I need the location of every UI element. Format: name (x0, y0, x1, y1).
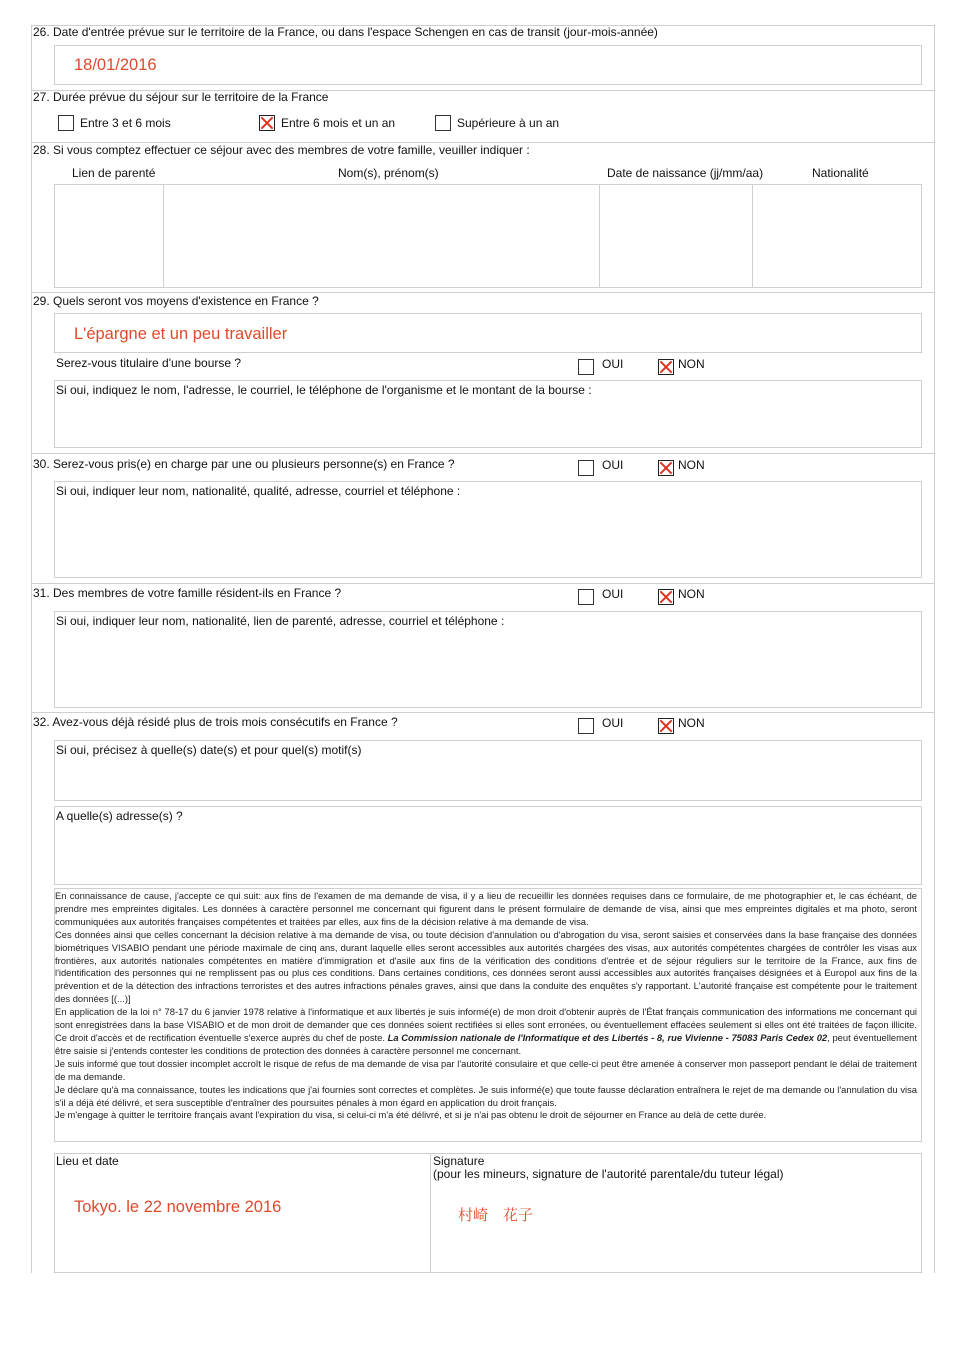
bourse-non-checkbox[interactable] (658, 359, 674, 375)
place-date-value: Tokyo. le 22 novembre 2016 (74, 1198, 282, 1216)
q32-dates-field[interactable] (54, 740, 922, 801)
separator (31, 453, 934, 454)
q31-oui-label: OUI (602, 587, 624, 601)
place-date-label: Lieu et date (56, 1154, 119, 1168)
bourse-oui-checkbox[interactable] (578, 359, 594, 375)
legal-p1: En connaissance de cause, j'accepte ce qui suit: aux fins de l'examen de ma demande de visa, il y a lieu de recueillir les données requises dans ce formulaire, de me photographier et, le cas échéant, de prendre mes empreintes digitales. Les données à caractère personnel me concernant qui figurent dans le présent formulaire de demande de visa, ainsi que mes empreintes digitales et ma photo, seront communiquées aux autorités françaises compétentes et traitées par elles, aux fins de la décision relative à ma demande de visa. (55, 890, 917, 927)
legal-p3 (55, 1006, 917, 1058)
q30-oui-label: OUI (602, 458, 624, 472)
q30-detail-field[interactable] (54, 481, 922, 578)
duration-3-6-label: Entre 3 et 6 mois (80, 116, 171, 130)
signature-value: 村崎 花子 (458, 1207, 534, 1224)
q31-label: 31. Des membres de votre famille résident-ils en France ? (33, 586, 342, 600)
col-nationalite: Nationalité (812, 166, 869, 180)
duration-over-1-year-checkbox[interactable] (435, 115, 451, 131)
duration-3-6-checkbox[interactable] (58, 115, 74, 131)
q32-oui-label: OUI (602, 716, 624, 730)
q31-detail-label: Si oui, indiquer leur nom, nationalité, lien de parenté, adresse, courriel et téléphone : (56, 614, 505, 628)
q30-detail-label: Si oui, indiquer leur nom, nationalité, qualité, adresse, courriel et téléphone : (56, 484, 461, 498)
duration-6-12-checkbox[interactable] (259, 115, 275, 131)
legal-p4: Je suis informé que tout dossier incomplet accroît le risque de refus de ma demande de visa par l'autorité consulaire et que celle-ci peut être amenée à conserver mon passeport pendant le délai de traitement de ma demande. (55, 1057, 917, 1082)
family-birthdate-cell[interactable] (599, 184, 753, 288)
legal-p3-end: , peut éventuellement être saisie si j'entends contester les conditions de protection des données à caractère personnel me concernant. (55, 1031, 917, 1056)
col-date-naissance: Date de naissance (jj/mm/aa) (607, 166, 764, 180)
bourse-question: Serez-vous titulaire d'une bourse ? (56, 356, 242, 370)
family-nationality-cell[interactable] (752, 184, 922, 288)
duration-6-12-label: Entre 6 mois et un an (281, 116, 396, 130)
legal-p2: Ces données ainsi que celles concernant la décision relative à ma demande de visa, ou toute décision d'annulation ou d'abrogation du visa, seront saisies et conservées dans la base française des données biométriques VISABIO pendant une période maximale de cinq ans, durant laquelle elles seront accessibles aux autorités chargées des visas, aux autorités compétentes chargées de contrôler les visas aux frontières, aux autorités nationales compétentes en matière d'immigration et d'asile aux fins de la vérification des conditions d'entrée et de séjour réguliers sur le territoire de la France, aux fins de l'identification des personnes qui ne remplissent pas ou plus ces conditions. Dans certaines conditions, ces données seront aussi accessibles aux autorités françaises désignées et à Europol aux fins de la prévention et de la détection des infractions terroristes et des autres infractions pénales graves, ainsi que dans la conduite des enquêtes s'y rapportant. L'autorité française est compétente pour le traitement des données [(...)] (55, 928, 917, 1005)
q26-label: 26. Date d'entrée prévue sur le territoire de la France, ou dans l'espace Schengen en cas de transit (jour-mois-année) (33, 25, 658, 39)
q31-non-checkbox[interactable] (658, 589, 674, 605)
q32-address-field[interactable] (54, 806, 922, 885)
q32-oui-checkbox[interactable] (578, 718, 594, 734)
signature-field[interactable] (430, 1153, 922, 1273)
q30-oui-checkbox[interactable] (578, 460, 594, 476)
q32-label: 32. Avez-vous déjà résidé plus de trois mois consécutifs en France ? (33, 715, 398, 729)
q29-label: 29. Quels seront vos moyens d'existence en France ? (33, 294, 319, 308)
legal-p6: Je m'engage à quitter le territoire français avant l'expiration du visa, si celui-ci m'a été délivré, et si je n'ai pas obtenu le droit de séjourner en France au delà de cette durée. (55, 1109, 767, 1121)
separator (31, 583, 934, 584)
place-date-field[interactable] (54, 1153, 431, 1273)
means-field[interactable] (54, 313, 922, 353)
bourse-oui-label: OUI (602, 357, 624, 371)
separator (31, 712, 934, 713)
q32-address-label: A quelle(s) adresse(s) ? (56, 809, 183, 823)
duration-over-1-year-label: Supérieure à un an (457, 116, 560, 130)
q28-label: 28. Si vous comptez effectuer ce séjour avec des membres de votre famille, veuiller indiquer : (33, 143, 530, 157)
cnil-address: La Commission nationale de l'Informatique et des Libertés - 8, rue Vivienne - 75083 Paris Cedex 02 (387, 1031, 828, 1043)
signature-note: (pour les mineurs, signature de l'autorité parentale/du tuteur légal) (433, 1167, 784, 1181)
legal-p3-text: En application de la loi n° 78-17 du 6 janvier 1978 relative à l'informatique et aux libertés je suis informé(e) de mon droit d'obtenir auprès de l'État français communication des informations me concernant qui sont enregistrées dans la base VISABIO et de mon droit de demander que ces données soient rectifiées si elles sont erronées, ou éventuellement effacées seulement si elles ont été traitées de façon illicite. Ce droit d'accès et de rectification éventuelle s'exerce auprès du chef de poste. (55, 1006, 917, 1043)
q30-non-checkbox[interactable] (658, 460, 674, 476)
col-lien-parente: Lien de parenté (72, 166, 156, 180)
family-name-cell[interactable] (163, 184, 600, 288)
signature-label: Signature (433, 1154, 485, 1168)
entry-date-value: 18/01/2016 (74, 56, 157, 74)
legal-p5: Je déclare qu'à ma connaissance, toutes les indications que j'ai fournies sont correctes et complètes. Je suis informé(e) que toute fausse déclaration entraînera le rejet de ma demande ou l'annulation du visa s'il a déjà été délivré, et sera susceptible d'entraîner des poursuites pénales à mon égard en application du droit français. (55, 1083, 917, 1108)
q31-oui-checkbox[interactable] (578, 589, 594, 605)
separator (31, 292, 934, 293)
col-noms: Nom(s), prénom(s) (338, 166, 439, 180)
q27-label: 27. Durée prévue du séjour sur le territoire de la France (33, 90, 329, 104)
q32-non-checkbox[interactable] (658, 718, 674, 734)
q31-non-label: NON (678, 587, 705, 601)
q32-dates-label: Si oui, précisez à quelle(s) date(s) et pour quel(s) motif(s) (56, 743, 362, 757)
entry-date-field[interactable] (54, 45, 922, 85)
bourse-detail-label: Si oui, indiquez le nom, l'adresse, le courriel, le téléphone de l'organisme et le montant de la bourse : (56, 383, 592, 397)
means-value: L'épargne et un peu travailler (74, 325, 288, 343)
q32-non-label: NON (678, 716, 705, 730)
q31-detail-field[interactable] (54, 611, 922, 708)
legal-notice (55, 890, 917, 1122)
q30-non-label: NON (678, 458, 705, 472)
bourse-detail-field[interactable] (54, 380, 922, 448)
q30-label: 30. Serez-vous pris(e) en charge par une ou plusieurs personne(s) en France ? (33, 457, 455, 471)
family-relation-cell[interactable] (54, 184, 164, 288)
bourse-non-label: NON (678, 357, 705, 371)
